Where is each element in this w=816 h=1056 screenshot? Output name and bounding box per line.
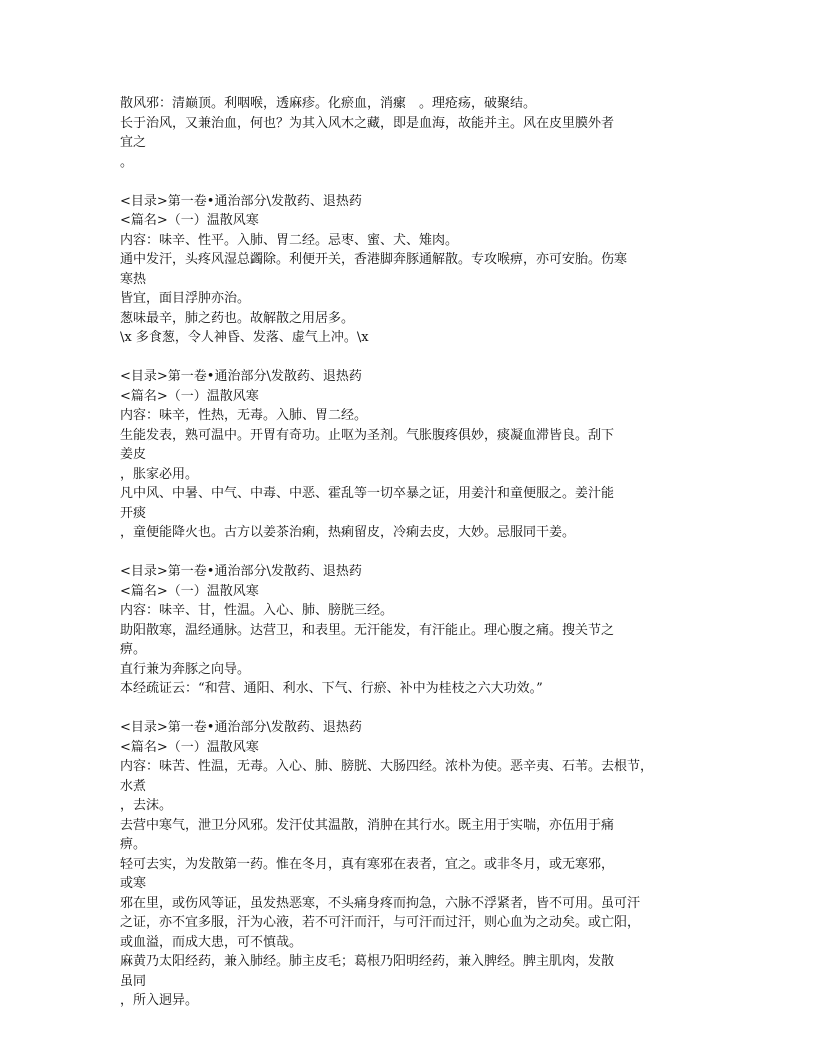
text-line: 助阳散寒，温经通脉。达营卫，和表里。无汗能发，有汗能止。理心腹之痛。搜关节之 bbox=[120, 622, 615, 638]
text-line: 麻黄乃太阳经药，兼入肺经。肺主皮毛；葛根乃阳明经药，兼入脾经。脾主肌肉，发散 bbox=[120, 954, 615, 969]
text-line: 生能发表，熟可温中。开胃有奇功。止呕为圣剂。气胀腹疼俱妙，痰凝血滞皆良。刮下 bbox=[120, 427, 615, 443]
catalog-line: <目录>第一卷•通治部分\发散药、退热药 bbox=[120, 720, 362, 735]
catalog-line: <目录>第一卷•通治部分\发散药、退热药 bbox=[120, 193, 362, 209]
entry-section bbox=[120, 192, 710, 348]
text-line: 轻可去实，为发散第一药。惟在冬月，真有寒邪在表者，宜之。或非冬月，或无寒邪， bbox=[120, 856, 615, 872]
text-line: 姜皮 bbox=[120, 447, 147, 462]
text-line: 直行兼为奔豚之向导。 bbox=[120, 661, 251, 677]
intro-block bbox=[120, 94, 710, 172]
text-line: 内容：味辛、甘，性温。入心、肺、膀胱三经。 bbox=[120, 603, 394, 618]
document-text bbox=[120, 94, 710, 1011]
text-line: 葱味最辛，肺之药也。故解散之用居多。 bbox=[120, 310, 355, 326]
section-title: <篇名>（一）温散风寒 bbox=[120, 388, 259, 404]
text-line: 之证，亦不宜多服，汗为心液，若不可汗而汗，与可汗而过汗，则心血为之动矣。或亡阳， bbox=[120, 915, 641, 930]
text-line: ，所入迥异。 bbox=[120, 993, 199, 1008]
text-line: 或寒 bbox=[120, 876, 147, 891]
text-line: 虽同 bbox=[120, 973, 147, 989]
text-line: 痹。 bbox=[120, 837, 147, 852]
text-line: ，童便能降火也。古方以姜茶治痢，热痢留皮，冷痢去皮，大妙。忌服同干姜。 bbox=[120, 525, 576, 540]
text-line: 寒热 bbox=[120, 271, 147, 287]
text-line: 或血溢，而成大患，可不慎哉。 bbox=[120, 934, 303, 950]
text-line: 长于治风，又兼治血，何也？为其入风木之藏，即是血海，故能并主。风在皮里膜外者 bbox=[120, 115, 615, 131]
catalog-line: <目录>第一卷•通治部分\发散药、退热药 bbox=[120, 564, 362, 579]
text-line: 皆宜，面目浮肿亦治。 bbox=[120, 291, 251, 306]
text-line: 凡中风、中暑、中气、中毒、中恶、霍乱等一切卒暴之证，用姜汁和童便服之。姜汁能 bbox=[120, 486, 615, 501]
text-line: 内容：味苦、性温，无毒。入心、肺、膀胱、大肠四经。浓朴为使。恶辛夷、石苇。去根节， bbox=[120, 759, 654, 774]
text-line: 宜之 bbox=[120, 135, 147, 150]
catalog-line: <目录>第一卷•通治部分\发散药、退热药 bbox=[120, 369, 362, 384]
paragraph-gap bbox=[120, 172, 710, 192]
text-line: 邪在里，或伤风等证，虽发热恶寒，不头痛身疼而拘急，六脉不浮紧者，皆不可用。虽可汗 bbox=[120, 895, 641, 911]
text-line: 去营中寒气，泄卫分风邪。发汗仗其温散，消肿在其行水。既主用于实喘，亦伍用于痛 bbox=[120, 817, 615, 833]
text-line: 水煮 bbox=[120, 778, 147, 794]
text-line: ，去沫。 bbox=[120, 798, 173, 813]
section-title: <篇名>（一）温散风寒 bbox=[120, 213, 259, 228]
text-line: 开痰 bbox=[120, 505, 147, 521]
text-line: 。 bbox=[120, 154, 134, 170]
text-line: 本经疏证云：“和营、通阳、利水、下气、行瘀、补中为桂枝之六大功效。” bbox=[120, 681, 543, 696]
paragraph-gap bbox=[120, 348, 710, 368]
paragraph-gap bbox=[120, 699, 710, 719]
text-line: \x 多食葱，令人神昏、发落、虚气上冲。\x bbox=[120, 330, 369, 345]
entry-section bbox=[120, 562, 710, 699]
paragraph-gap bbox=[120, 543, 710, 563]
entry-section bbox=[120, 367, 710, 543]
text-line: ，胀家必用。 bbox=[120, 466, 199, 482]
text-line: 痹。 bbox=[120, 642, 147, 657]
text-line: 内容：味辛、性平。入肺、胃二经。忌枣、蜜、犬、雉肉。 bbox=[120, 232, 459, 248]
text-line: 内容：味辛，性热，无毒。入肺、胃二经。 bbox=[120, 408, 368, 423]
section-title: <篇名>（一）温散风寒 bbox=[120, 739, 259, 755]
text-line: 通中发汗，头疼风湿总蠲除。利便开关，香港脚奔豚通解散。专攻喉痹，亦可安胎。伤寒 bbox=[120, 252, 628, 267]
entry-section bbox=[120, 718, 710, 1011]
text-line: 散风邪：清巅顶。利咽喉，透麻疹。化瘀血，消瘰 。理疮疡，破聚结。 bbox=[120, 96, 537, 111]
section-title: <篇名>（一）温散风寒 bbox=[120, 583, 259, 599]
